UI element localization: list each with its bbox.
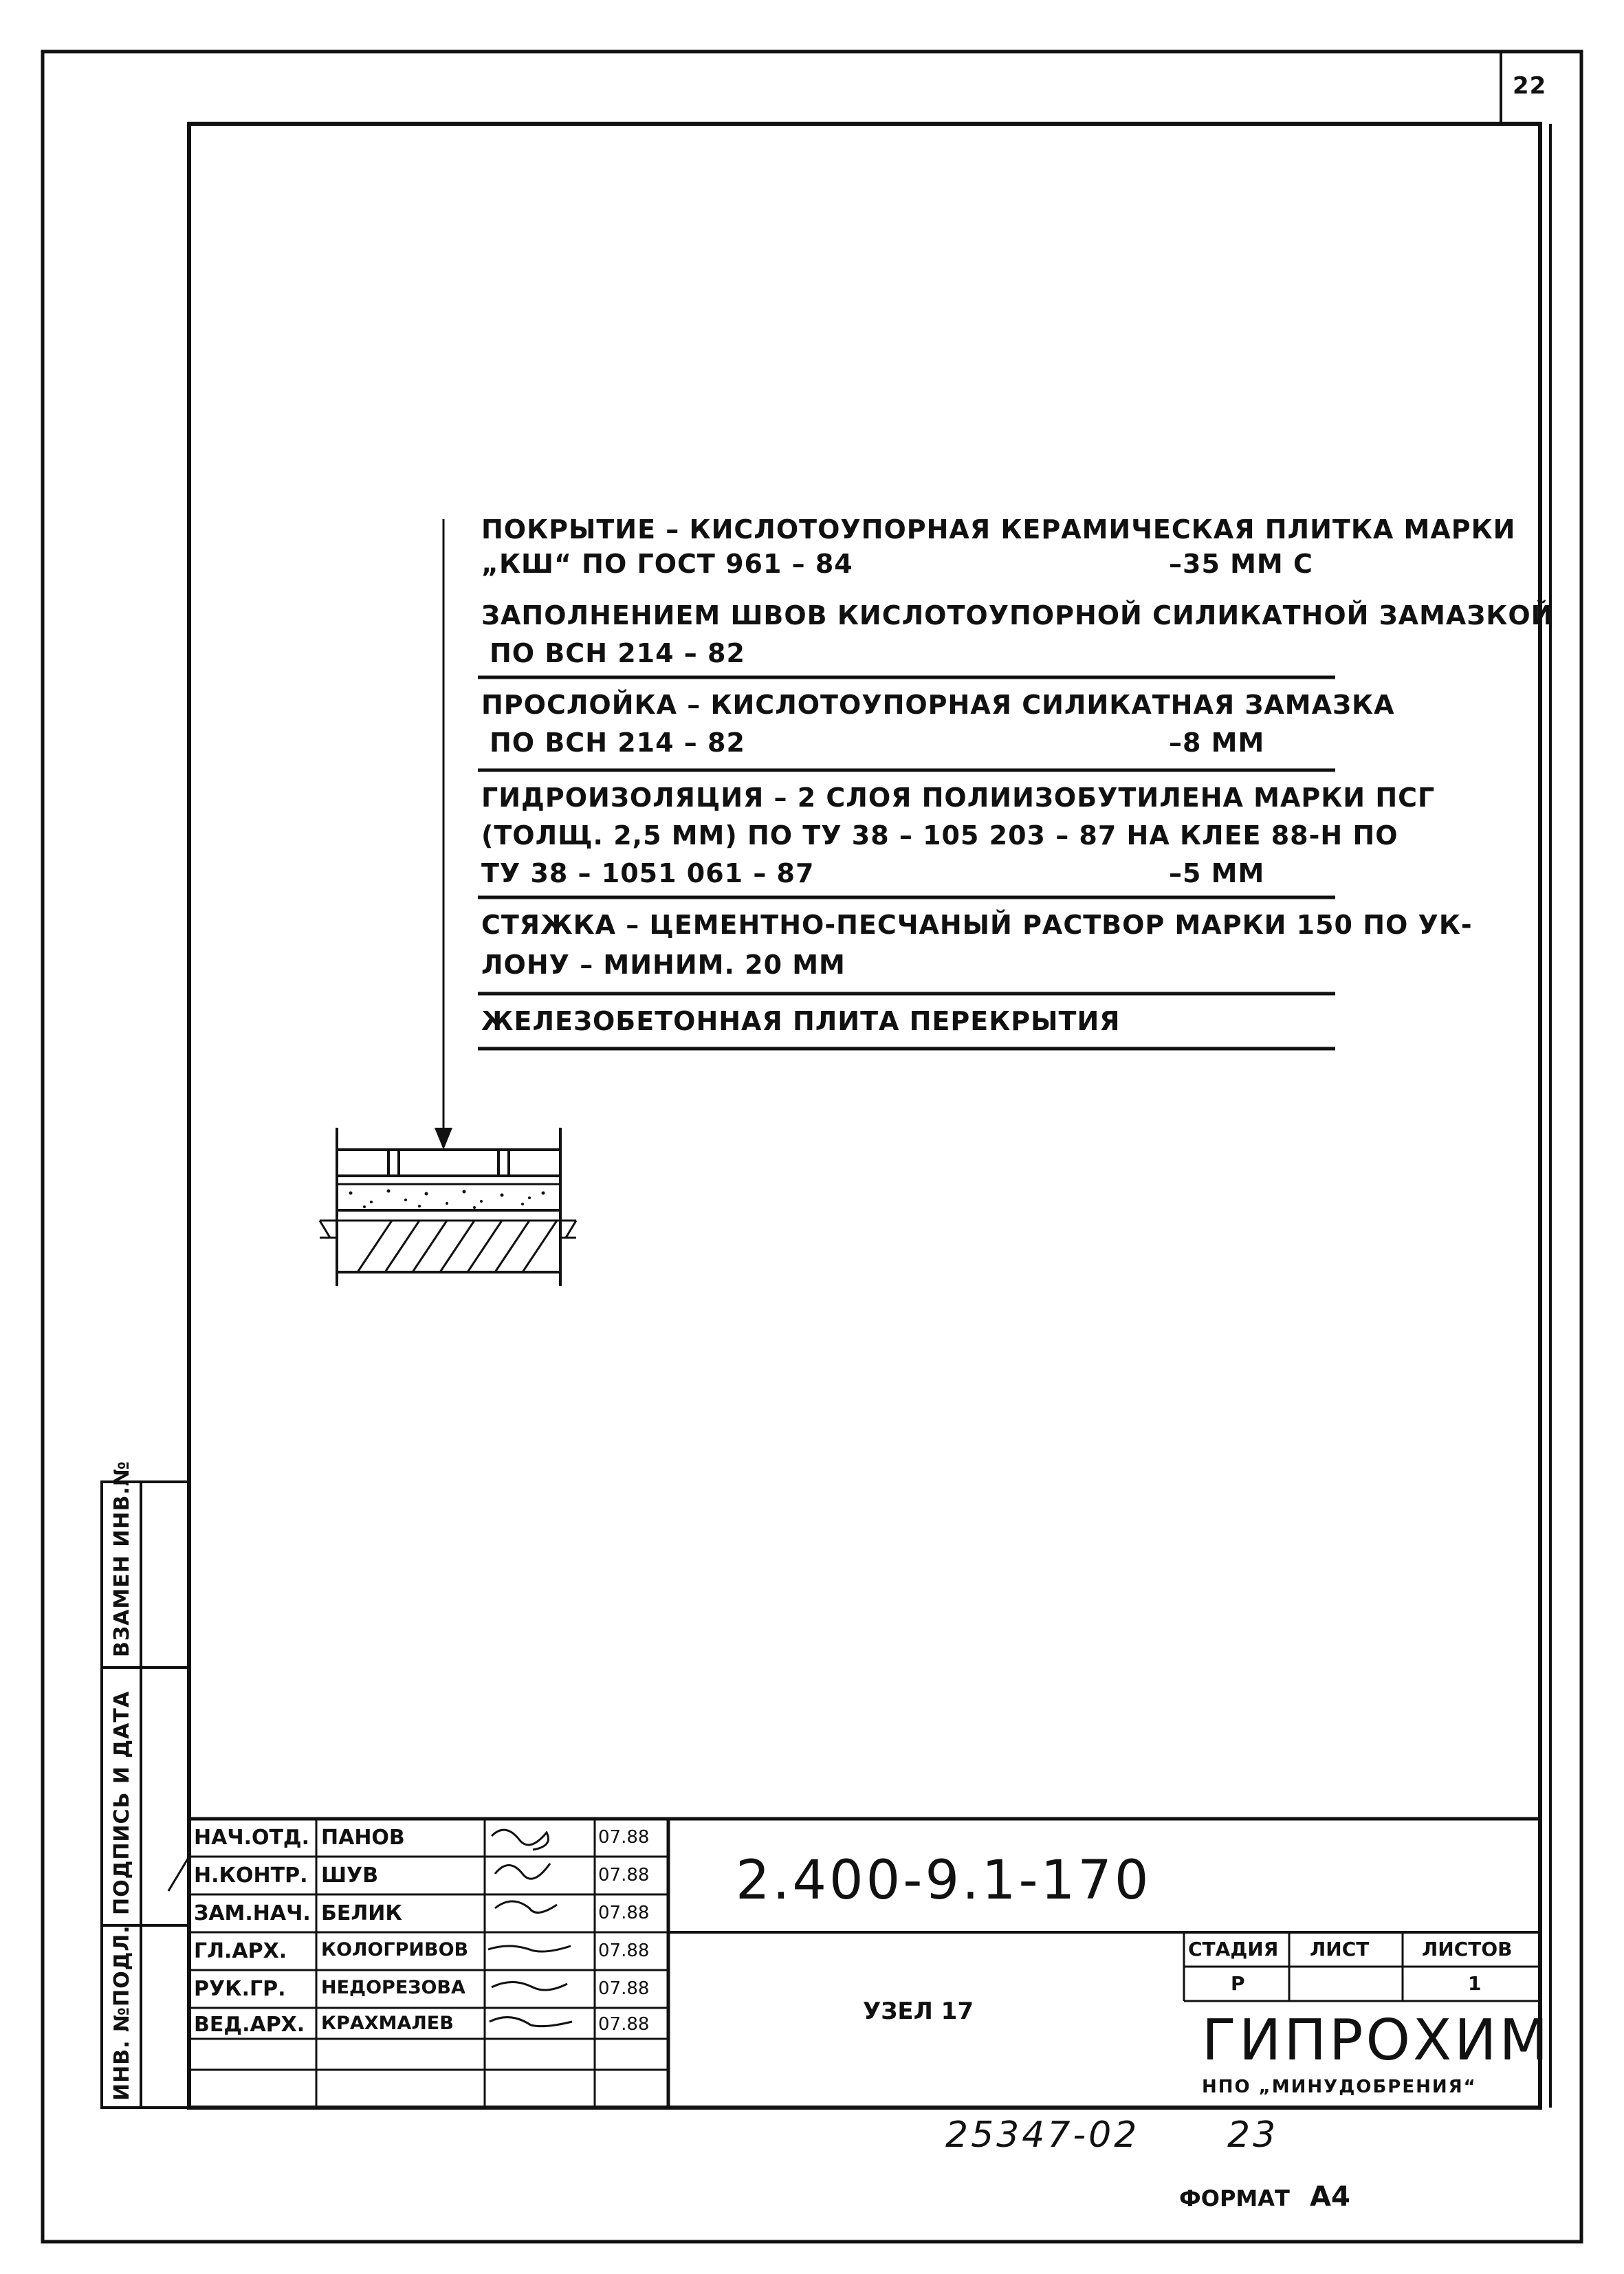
- date-3: 07.88: [598, 1903, 650, 1923]
- floor-section-detail: [320, 1128, 576, 1286]
- role-nach-otd: НАЧ.ОТД.: [194, 1826, 310, 1850]
- layer-1-thickness: –35 ММ С: [1169, 549, 1313, 579]
- layer-5-line-2: ЛОНУ – МИНИМ. 20 ММ: [481, 950, 846, 980]
- page-number: 22: [1513, 72, 1547, 100]
- role-n-kontr: Н.КОНТР.: [194, 1863, 308, 1888]
- name-shuv: ШУВ: [321, 1863, 379, 1888]
- drawing-title: УЗЕЛ 17: [863, 1998, 974, 2025]
- stamp-podpis-data: ПОДПИСЬ И ДАТА: [110, 1690, 134, 1915]
- role-gl-arh: ГЛ.АРХ.: [194, 1939, 287, 1963]
- archive-sheet: 23: [1227, 2114, 1279, 2156]
- layer-3-line-1: ПРОСЛОЙКА – КИСЛОТОУПОРНАЯ СИЛИКАТНАЯ ЗАМАЗКА: [481, 690, 1395, 720]
- name-krahmalev: КРАХМАЛЕВ: [321, 2013, 454, 2034]
- format-label: ФОРМАТ: [1179, 2185, 1290, 2211]
- layer-4-line-3: ТУ 38 – 1051 061 – 87: [481, 858, 815, 888]
- role-ruk-gr: РУК.ГР.: [194, 1977, 286, 2001]
- date-1: 07.88: [598, 1827, 650, 1848]
- name-belik: БЕЛИК: [321, 1901, 402, 1925]
- layer-6-line-1: ЖЕЛЕЗОБЕТОННАЯ ПЛИТА ПЕРЕКРЫТИЯ: [481, 1006, 1121, 1036]
- name-panov: ПАНОВ: [321, 1826, 405, 1850]
- date-5: 07.88: [598, 1978, 650, 1999]
- stage-label: СТАДИЯ: [1188, 1938, 1279, 1960]
- layer-1-line-1: ПОКРЫТИЕ – КИСЛОТОУПОРНАЯ КЕРАМИЧЕСКАЯ ПЛИТКА МАРКИ: [481, 514, 1516, 545]
- layer-2-line-2: ПО ВСН 214 – 82: [490, 638, 745, 668]
- layer-4-line-1: ГИДРОИЗОЛЯЦИЯ – 2 СЛОЯ ПОЛИИЗОБУТИЛЕНА МАРКИ ПСГ: [481, 783, 1436, 813]
- date-2: 07.88: [598, 1865, 650, 1885]
- stamp-inv-podl: ИНВ. №ПОДЛ.: [110, 1925, 134, 2101]
- sheets-value: 1: [1468, 1972, 1482, 1995]
- archive-number: 25347-02: [945, 2114, 1140, 2156]
- screed-dots: [349, 1190, 545, 1210]
- org-sub: НПО „МИНУДОБРЕНИЯ“: [1202, 2077, 1477, 2097]
- layer-5-line-1: СТЯЖКА – ЦЕМЕНТНО-ПЕСЧАНЫЙ РАСТВОР МАРКИ 150 ПО УК-: [481, 910, 1473, 940]
- role-ved-arh: ВЕД.АРХ.: [194, 2013, 305, 2037]
- org-name: ГИПРОХИМ: [1202, 2008, 1551, 2073]
- stamp-vzamen-inv: ВЗАМЕН ИНВ.№: [110, 1461, 134, 1657]
- signatures: [488, 1830, 572, 2026]
- layer-4-thickness: –5 ММ: [1169, 858, 1265, 888]
- name-nedorezova: НЕДОРЕЗОВА: [321, 1977, 465, 1998]
- stage-value: Р: [1231, 1972, 1245, 1995]
- sheets-label: ЛИСТОВ: [1422, 1938, 1513, 1960]
- layer-1-line-2: „КШ“ ПО ГОСТ 961 – 84: [481, 549, 853, 579]
- layer-3-thickness: –8 ММ: [1169, 728, 1265, 758]
- layer-4-line-2: (ТОЛЩ. 2,5 ММ) ПО ТУ 38 – 105 203 – 87 НА КЛЕЕ 88-Н ПО: [481, 820, 1398, 851]
- date-6: 07.88: [598, 2014, 650, 2035]
- date-4: 07.88: [598, 1940, 650, 1961]
- layer-3-line-2: ПО ВСН 214 – 82: [490, 728, 745, 758]
- sheet-label: ЛИСТ: [1310, 1938, 1370, 1960]
- name-kologrivov: КОЛОГРИВОВ: [321, 1939, 469, 1960]
- designation: 2.400-9.1-170: [736, 1850, 1152, 1912]
- role-zam-nach: ЗАМ.НАЧ.: [194, 1901, 311, 1925]
- format-value: А4: [1310, 2181, 1350, 2213]
- layer-2-line-1: ЗАПОЛНЕНИЕМ ШВОВ КИСЛОТОУПОРНОЙ СИЛИКАТНОЙ ЗАМАЗКОЙ: [481, 600, 1554, 631]
